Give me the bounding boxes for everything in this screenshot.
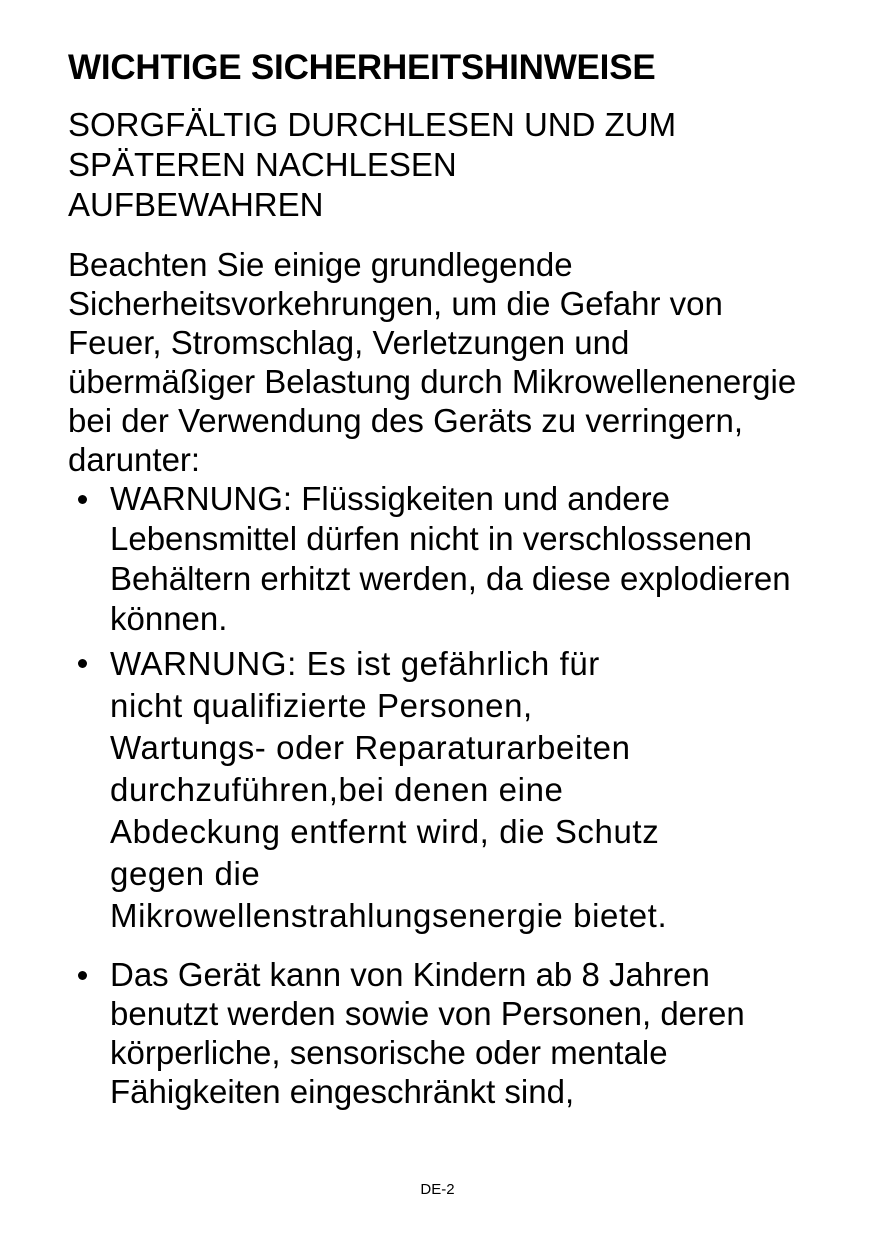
list-item bbox=[68, 643, 670, 937]
bullet-icon bbox=[78, 659, 87, 668]
page-number: DE-2 bbox=[420, 1181, 455, 1198]
bullet-icon bbox=[78, 495, 87, 504]
list-item bbox=[68, 955, 810, 1111]
page-title: WICHTIGE SICHERHEITSHINWEISE bbox=[68, 48, 656, 87]
list-item-text: WARNUNG: Flüssigkeiten und andere Lebensmittel dürfen nicht in verschlossenen Behältern erhitzt werden, da diese explodieren können. bbox=[110, 480, 791, 637]
safety-list bbox=[68, 479, 858, 1111]
list-item-text: WARNUNG: Es ist gefährlich für nicht qualifizierte Personen, Wartungs- oder Reparaturarbeiten durchzuführen,bei denen eine Abdeckung entfernt wird, die Schutz gegen die Mikrowellenstrahlungsenergie bietet. bbox=[110, 645, 668, 934]
list-item-text: Das Gerät kann von Kindern ab 8 Jahren benutzt werden sowie von Personen, deren körperliche, sensorische oder mentale Fähigkeiten eingeschränkt sind, bbox=[110, 956, 745, 1110]
intro-paragraph: Beachten Sie einige grundlegende Sicherheitsvorkehrungen, um die Gefahr von Feuer, Stromschlag, Verletzungen und übermäßiger Belastung durch Mikrowellenenergie bei der Verwendung des Geräts zu verringern, darunter: bbox=[68, 246, 797, 478]
subheading: SORGFÄLTIG DURCHLESEN UND ZUM SPÄTEREN NACHLESEN AUFBEWAHREN bbox=[68, 106, 677, 223]
bullet-icon bbox=[78, 971, 87, 980]
document-page bbox=[68, 45, 858, 1111]
list-item bbox=[68, 479, 850, 639]
